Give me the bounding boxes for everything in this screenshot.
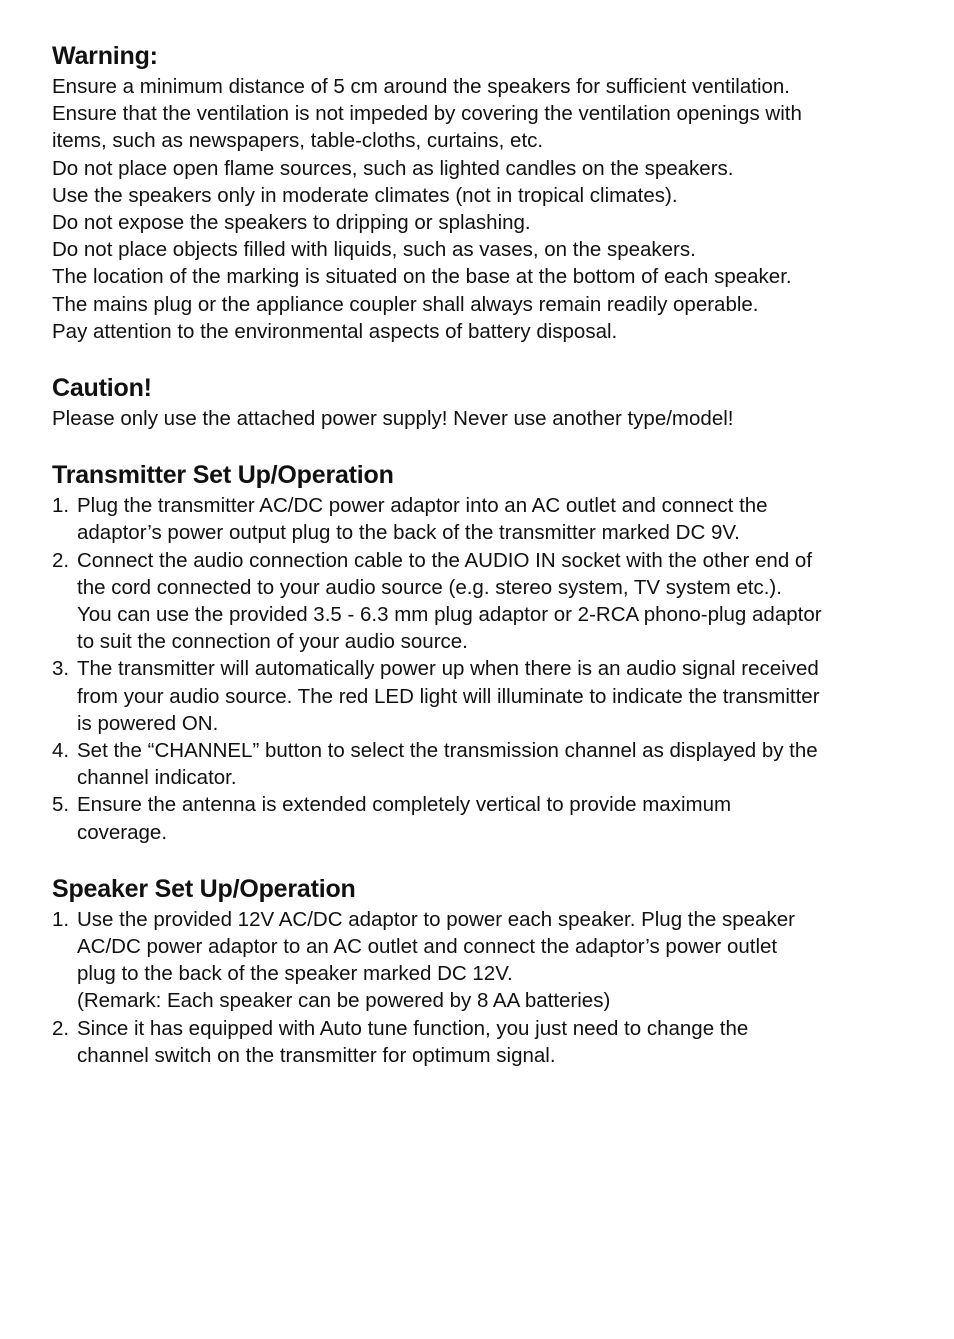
caution-heading: Caution!: [52, 374, 152, 403]
step-line: channel switch on the transmitter for optimum signal.: [77, 1043, 556, 1067]
step-text: [77, 655, 820, 737]
step-line: Since it has equipped with Auto tune function, you just need to change the: [77, 1016, 749, 1040]
warning-heading: Warning:: [52, 42, 158, 70]
step-line: Use the provided 12V AC/DC adaptor to power each speaker. Plug the speaker: [77, 907, 795, 931]
list-item: [52, 547, 932, 656]
step-text: [77, 906, 795, 1015]
step-line: the cord connected to your audio source (e.g. stereo system, TV system etc.).: [77, 575, 782, 599]
speaker-steps: [52, 906, 932, 1069]
warning-line: Pay attention to the environmental aspects of battery disposal.: [52, 319, 618, 343]
step-line: coverage.: [77, 820, 168, 844]
step-line: Plug the transmitter AC/DC power adaptor into an AC outlet and connect the: [77, 494, 768, 518]
warning-line: Do not expose the speakers to dripping or splashing.: [52, 211, 531, 235]
step-line: Set the “CHANNEL” button to select the transmission channel as displayed by the: [77, 739, 818, 763]
step-number: 1.: [52, 907, 70, 931]
step-text: [77, 737, 818, 791]
warning-line: The location of the marking is situated on the base at the bottom of each speaker.: [52, 265, 792, 289]
speaker-heading: Speaker Set Up/Operation: [52, 874, 356, 903]
step-number: 5.: [52, 793, 70, 817]
step-line: plug to the back of the speaker marked DC 12V.: [77, 962, 513, 986]
transmitter-steps: [52, 492, 932, 846]
step-text: [77, 492, 768, 546]
step-text: [77, 791, 731, 845]
warning-line: items, such as newspapers, table-cloths, curtains, etc.: [52, 129, 544, 153]
list-item: [52, 655, 932, 737]
list-item: [52, 492, 932, 546]
warning-line: Do not place objects filled with liquids, such as vases, on the speakers.: [52, 238, 696, 262]
step-line: Connect the audio connection cable to the AUDIO IN socket with the other end of: [77, 548, 813, 572]
step-number: 2.: [52, 548, 70, 572]
step-number: 4.: [52, 739, 70, 763]
step-line: adaptor’s power output plug to the back of the transmitter marked DC 9V.: [77, 521, 740, 545]
step-line: You can use the provided 3.5 - 6.3 mm plug adaptor or 2-RCA phono-plug adaptor: [77, 603, 822, 627]
step-number: 2.: [52, 1016, 70, 1040]
list-item: [52, 791, 932, 845]
step-text: [77, 547, 822, 656]
caution-section: [52, 372, 932, 432]
step-line: The transmitter will automatically power up when there is an audio signal received: [77, 657, 819, 681]
section-spacer: [52, 432, 932, 459]
section-spacer: [52, 846, 932, 873]
warning-section: [52, 40, 932, 345]
warning-line: Ensure that the ventilation is not impeded by covering the ventilation openings with: [52, 102, 802, 126]
list-item: [52, 1015, 932, 1069]
step-line: AC/DC power adaptor to an AC outlet and connect the adaptor’s power outlet: [77, 935, 778, 959]
list-item: [52, 737, 932, 791]
manual-page: [52, 40, 932, 1069]
step-line: Ensure the antenna is extended completely vertical to provide maximum: [77, 793, 732, 817]
caution-line: Please only use the attached power supply! Never use another type/model!: [52, 407, 734, 431]
step-line: from your audio source. The red LED light will illuminate to indicate the transmitter: [77, 684, 820, 708]
warning-line: The mains plug or the appliance coupler shall always remain readily operable.: [52, 292, 759, 316]
step-line: (Remark: Each speaker can be powered by 8 AA batteries): [77, 989, 611, 1013]
list-item: [52, 906, 932, 1015]
warning-line: Do not place open flame sources, such as lighted candles on the speakers.: [52, 156, 734, 180]
step-number: 3.: [52, 657, 70, 681]
step-line: to suit the connection of your audio source.: [77, 630, 468, 654]
warning-line: Use the speakers only in moderate climates (not in tropical climates).: [52, 183, 678, 207]
step-number: 1.: [52, 494, 70, 518]
transmitter-heading: Transmitter Set Up/Operation: [52, 461, 394, 490]
step-text: [77, 1015, 748, 1069]
speaker-section: [52, 873, 932, 1069]
warning-line: Ensure a minimum distance of 5 cm around the speakers for sufficient ventilation.: [52, 75, 790, 98]
transmitter-section: [52, 459, 932, 846]
section-spacer: [52, 345, 932, 372]
step-line: is powered ON.: [77, 711, 219, 735]
step-line: channel indicator.: [77, 766, 237, 790]
